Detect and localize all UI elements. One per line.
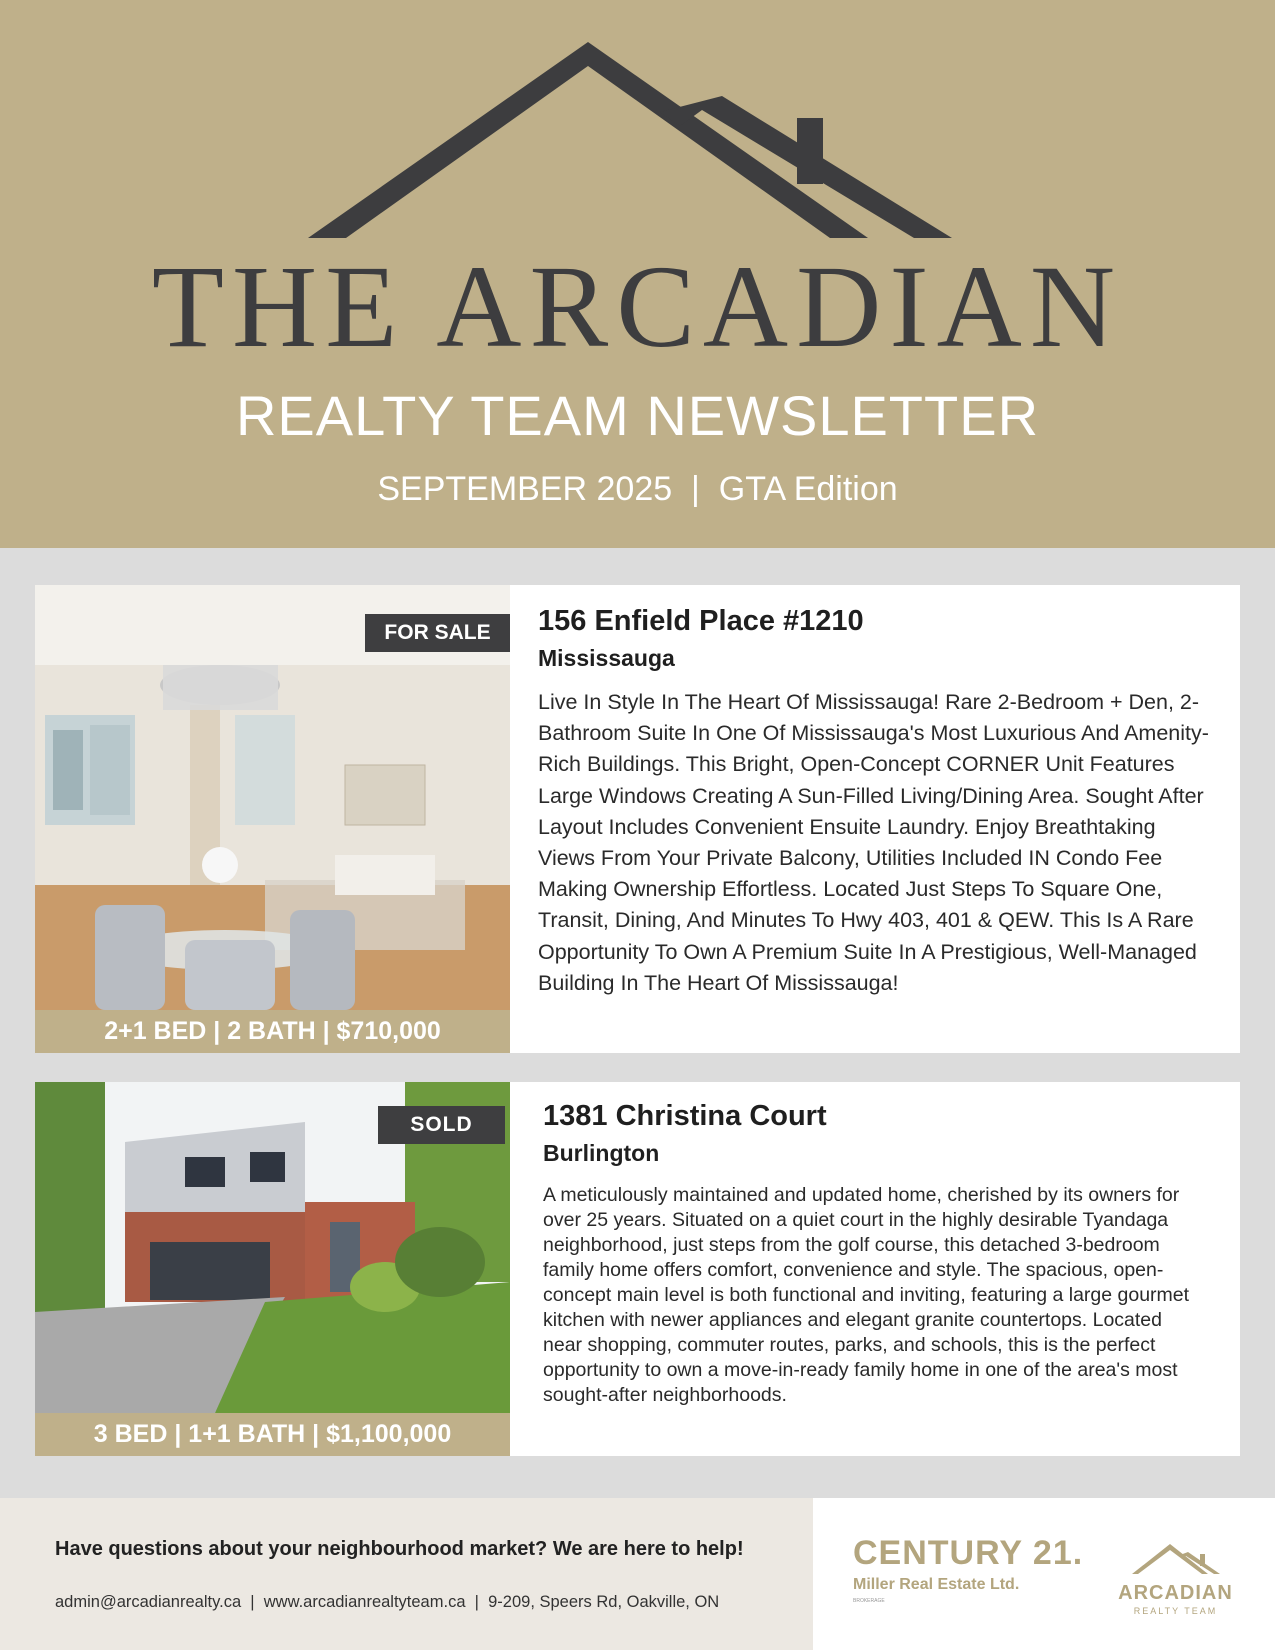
brokerage-tiny-label: BROKERAGE [853, 1598, 885, 1604]
team-logo-name: ARCADIAN [1118, 1582, 1233, 1604]
brand-title: THE ARCADIAN [151, 241, 1124, 372]
listing-summary: 3 BED | 1+1 BATH | $1,100,000 [35, 1413, 510, 1456]
listing-description: Live In Style In The Heart Of Mississauga! Rare 2-Bedroom + Den, 2-Bathroom Suite In One Of Mississauga's Most Luxurious And Amenity-Rich Buildings. This Bright, Open-Concept CORNER Unit Features Large Windows Creating A Sun-Filled Living/Dining Area. Sought After Layout Includes Convenient Ensuite Laundry. Enjoy Breathtaking Views From Your Private Balcony, Utilities Included IN Condo Fee Making Ownership Effortless. Located Just Steps To Square One, Transit, Dining, And Minutes To Hwy 403, 401 & QEW. This Is A Rare Opportunity To Own A Premium Suite In A Prestigious, Well-Managed Building In The Heart Of Mississauga! [538, 690, 1209, 995]
edition-line: SEPTEMBER 2025 | GTA Edition [377, 470, 898, 508]
listing-address: 156 Enfield Place #1210 [538, 605, 864, 637]
listing-description: A meticulously maintained and updated home, cherished by its owners for over 25 years. Situated on a quiet court in the highly desirable Tyandaga neighborhood, just steps from the golf course, this detached 3-bedroom family home offers comfort, convenience and style. The spacious, open-concept main level is both functional and inviting, featuring a large gourmet kitchen with newer appliances and elegant granite countertops. Located near shopping, commuter routes, parks, and schools, this is the perfect opportunity to own a move-in-ready family home in one of the area's most sought-after neighborhoods. [543, 1184, 1190, 1406]
footer-cta: Have questions about your neighbourhood market? We are here to help! [55, 1538, 744, 1560]
listing-city: Burlington [543, 1140, 660, 1166]
listing-card [35, 585, 1240, 1053]
footer-logos-panel [813, 1498, 1275, 1650]
brokerage-subtitle: Miller Real Estate Ltd. [853, 1576, 1020, 1593]
listing-address: 1381 Christina Court [543, 1100, 827, 1132]
brokerage-logo: CENTURY 21. [853, 1534, 1084, 1572]
listing-summary: 2+1 BED | 2 BATH | $710,000 [35, 1010, 510, 1053]
listing-city: Mississauga [538, 645, 675, 671]
status-badge: SOLD [378, 1106, 505, 1144]
footer-contact-panel [0, 1498, 813, 1650]
team-logo-subtitle: REALTY TEAM [1133, 1606, 1218, 1616]
newsletter-subtitle: REALTY TEAM NEWSLETTER [235, 384, 1040, 447]
newsletter-header [0, 0, 1275, 548]
house-roof-logo-icon [0, 0, 1275, 270]
footer-contact-line[interactable]: admin@arcadianrealty.ca | www.arcadianrealtyteam.ca | 9-209, Speers Rd, Oakville, ON [55, 1593, 720, 1611]
listing-card [35, 1082, 1240, 1456]
status-badge: FOR SALE [365, 614, 510, 652]
